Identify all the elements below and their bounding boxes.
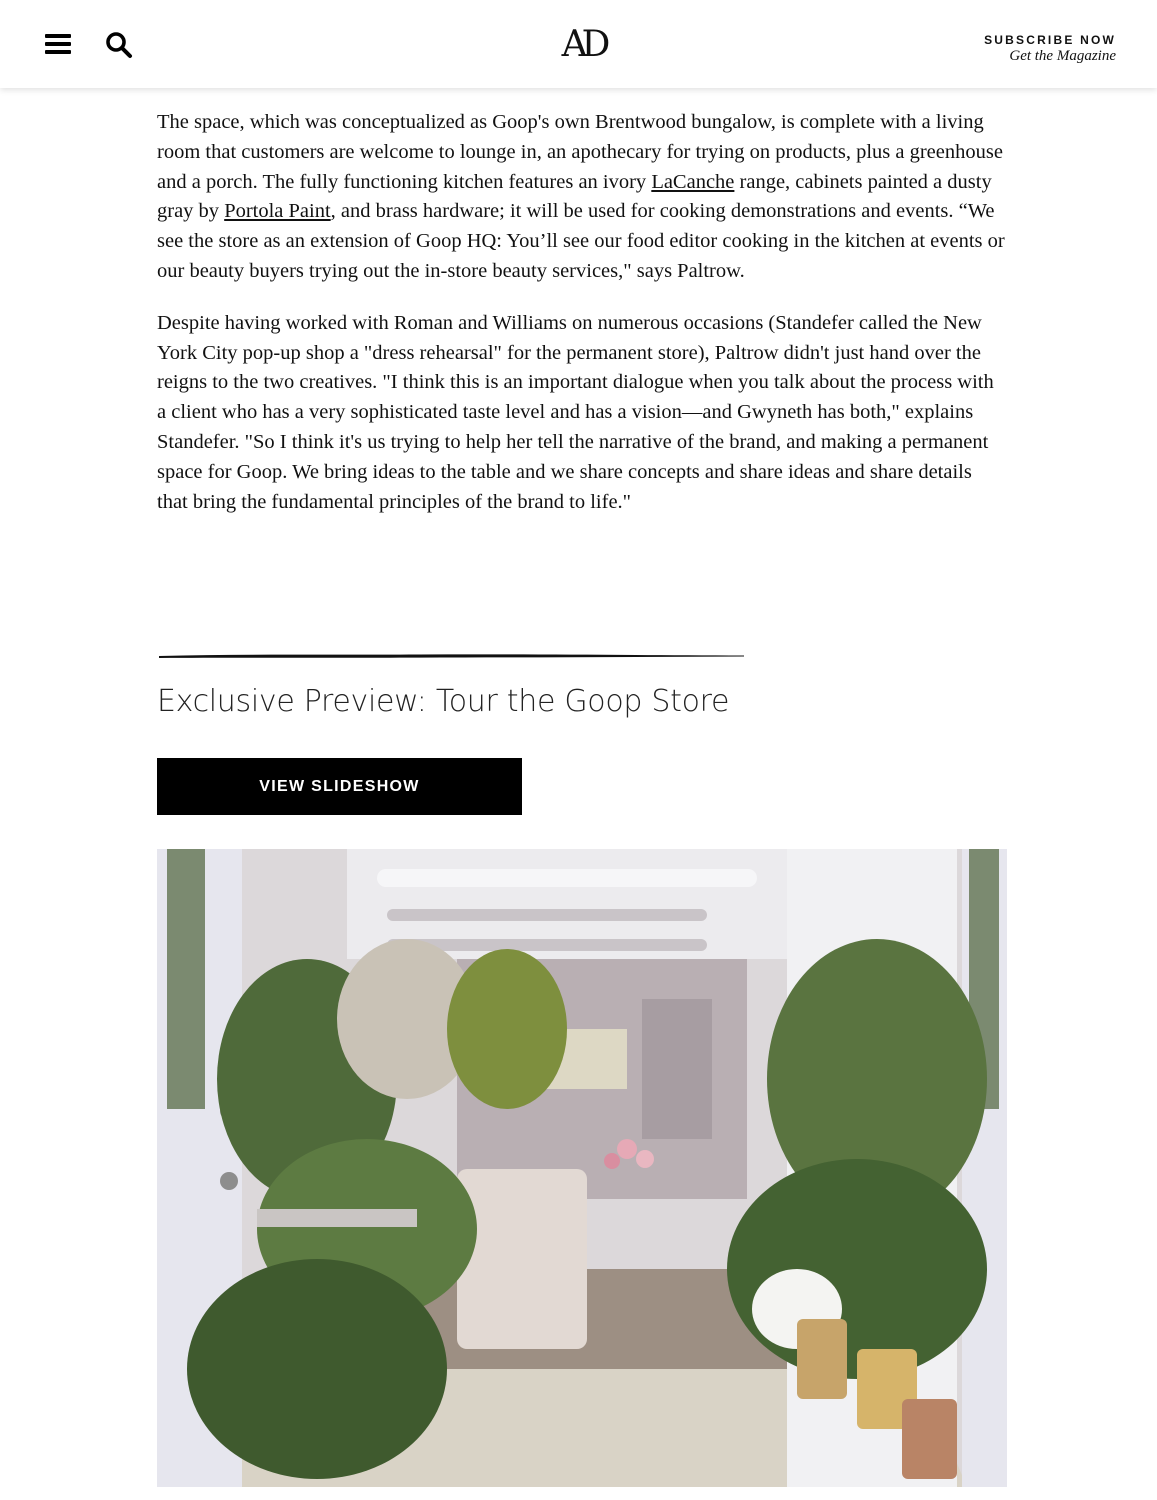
site-header [0,0,1157,88]
paragraph-text: range, cabinets painted a dusty gray by [157,170,992,223]
article-paragraph-1 [157,108,1007,287]
article-body [157,108,1007,539]
article-paragraph-2: Despite having worked with Roman and Williams on numerous occasions (Standefer called the New York City pop-up shop a "dress rehearsal" for the permanent store), Paltrow didn't just hand over the reigns to the two creatives. "I think this is an important dialogue when you talk about the process with a client who has a very sophisticated taste level and has a vision—and Gwyneth has both," explains Standefer. "So I think it's us trying to help her tell the narrative of the brand, and making a permanent space for Goop. We bring ideas to the table and we share concepts and share ideas and share details that bring the fundamental principles of the brand to life." [157,311,994,513]
subscribe-link[interactable] [984,33,1116,65]
paragraph-text: , and brass hardware; it will be used for cooking demonstrations and events. “We see the store as an extension of Goop HQ: You’ll see our food editor cooking in the kitchen at events or our beauty buyers trying out the in-store beauty services," says Paltrow. [157,200,1005,282]
slideshow-hero-image[interactable] [157,849,1007,1487]
store-interior-illustration [157,849,1007,1487]
hamburger-icon[interactable] [45,34,71,56]
paragraph-text: The space, which was conceptualized as Goop's own Brentwood bungalow, is complete with a living room that customers are welcome to lounge in, an apothecary for trying on products, plus a greenhouse and a porch. The fully functioning kitchen features an ivory [157,111,1003,193]
view-slideshow-button[interactable]: VIEW SLIDESHOW [157,758,522,815]
slideshow-title: Exclusive Preview: Tour the Goop Store [157,684,730,719]
brush-divider [159,652,744,660]
site-logo[interactable]: AD [561,24,605,65]
subscribe-subtext[interactable]: Get the Magazine [1009,48,1116,64]
lacanche-link[interactable]: LaCanche [651,170,735,193]
subscribe-cta[interactable]: SUBSCRIBE NOW [984,33,1116,47]
portola-paint-link[interactable]: Portola Paint [224,200,331,223]
search-icon[interactable] [105,31,133,59]
